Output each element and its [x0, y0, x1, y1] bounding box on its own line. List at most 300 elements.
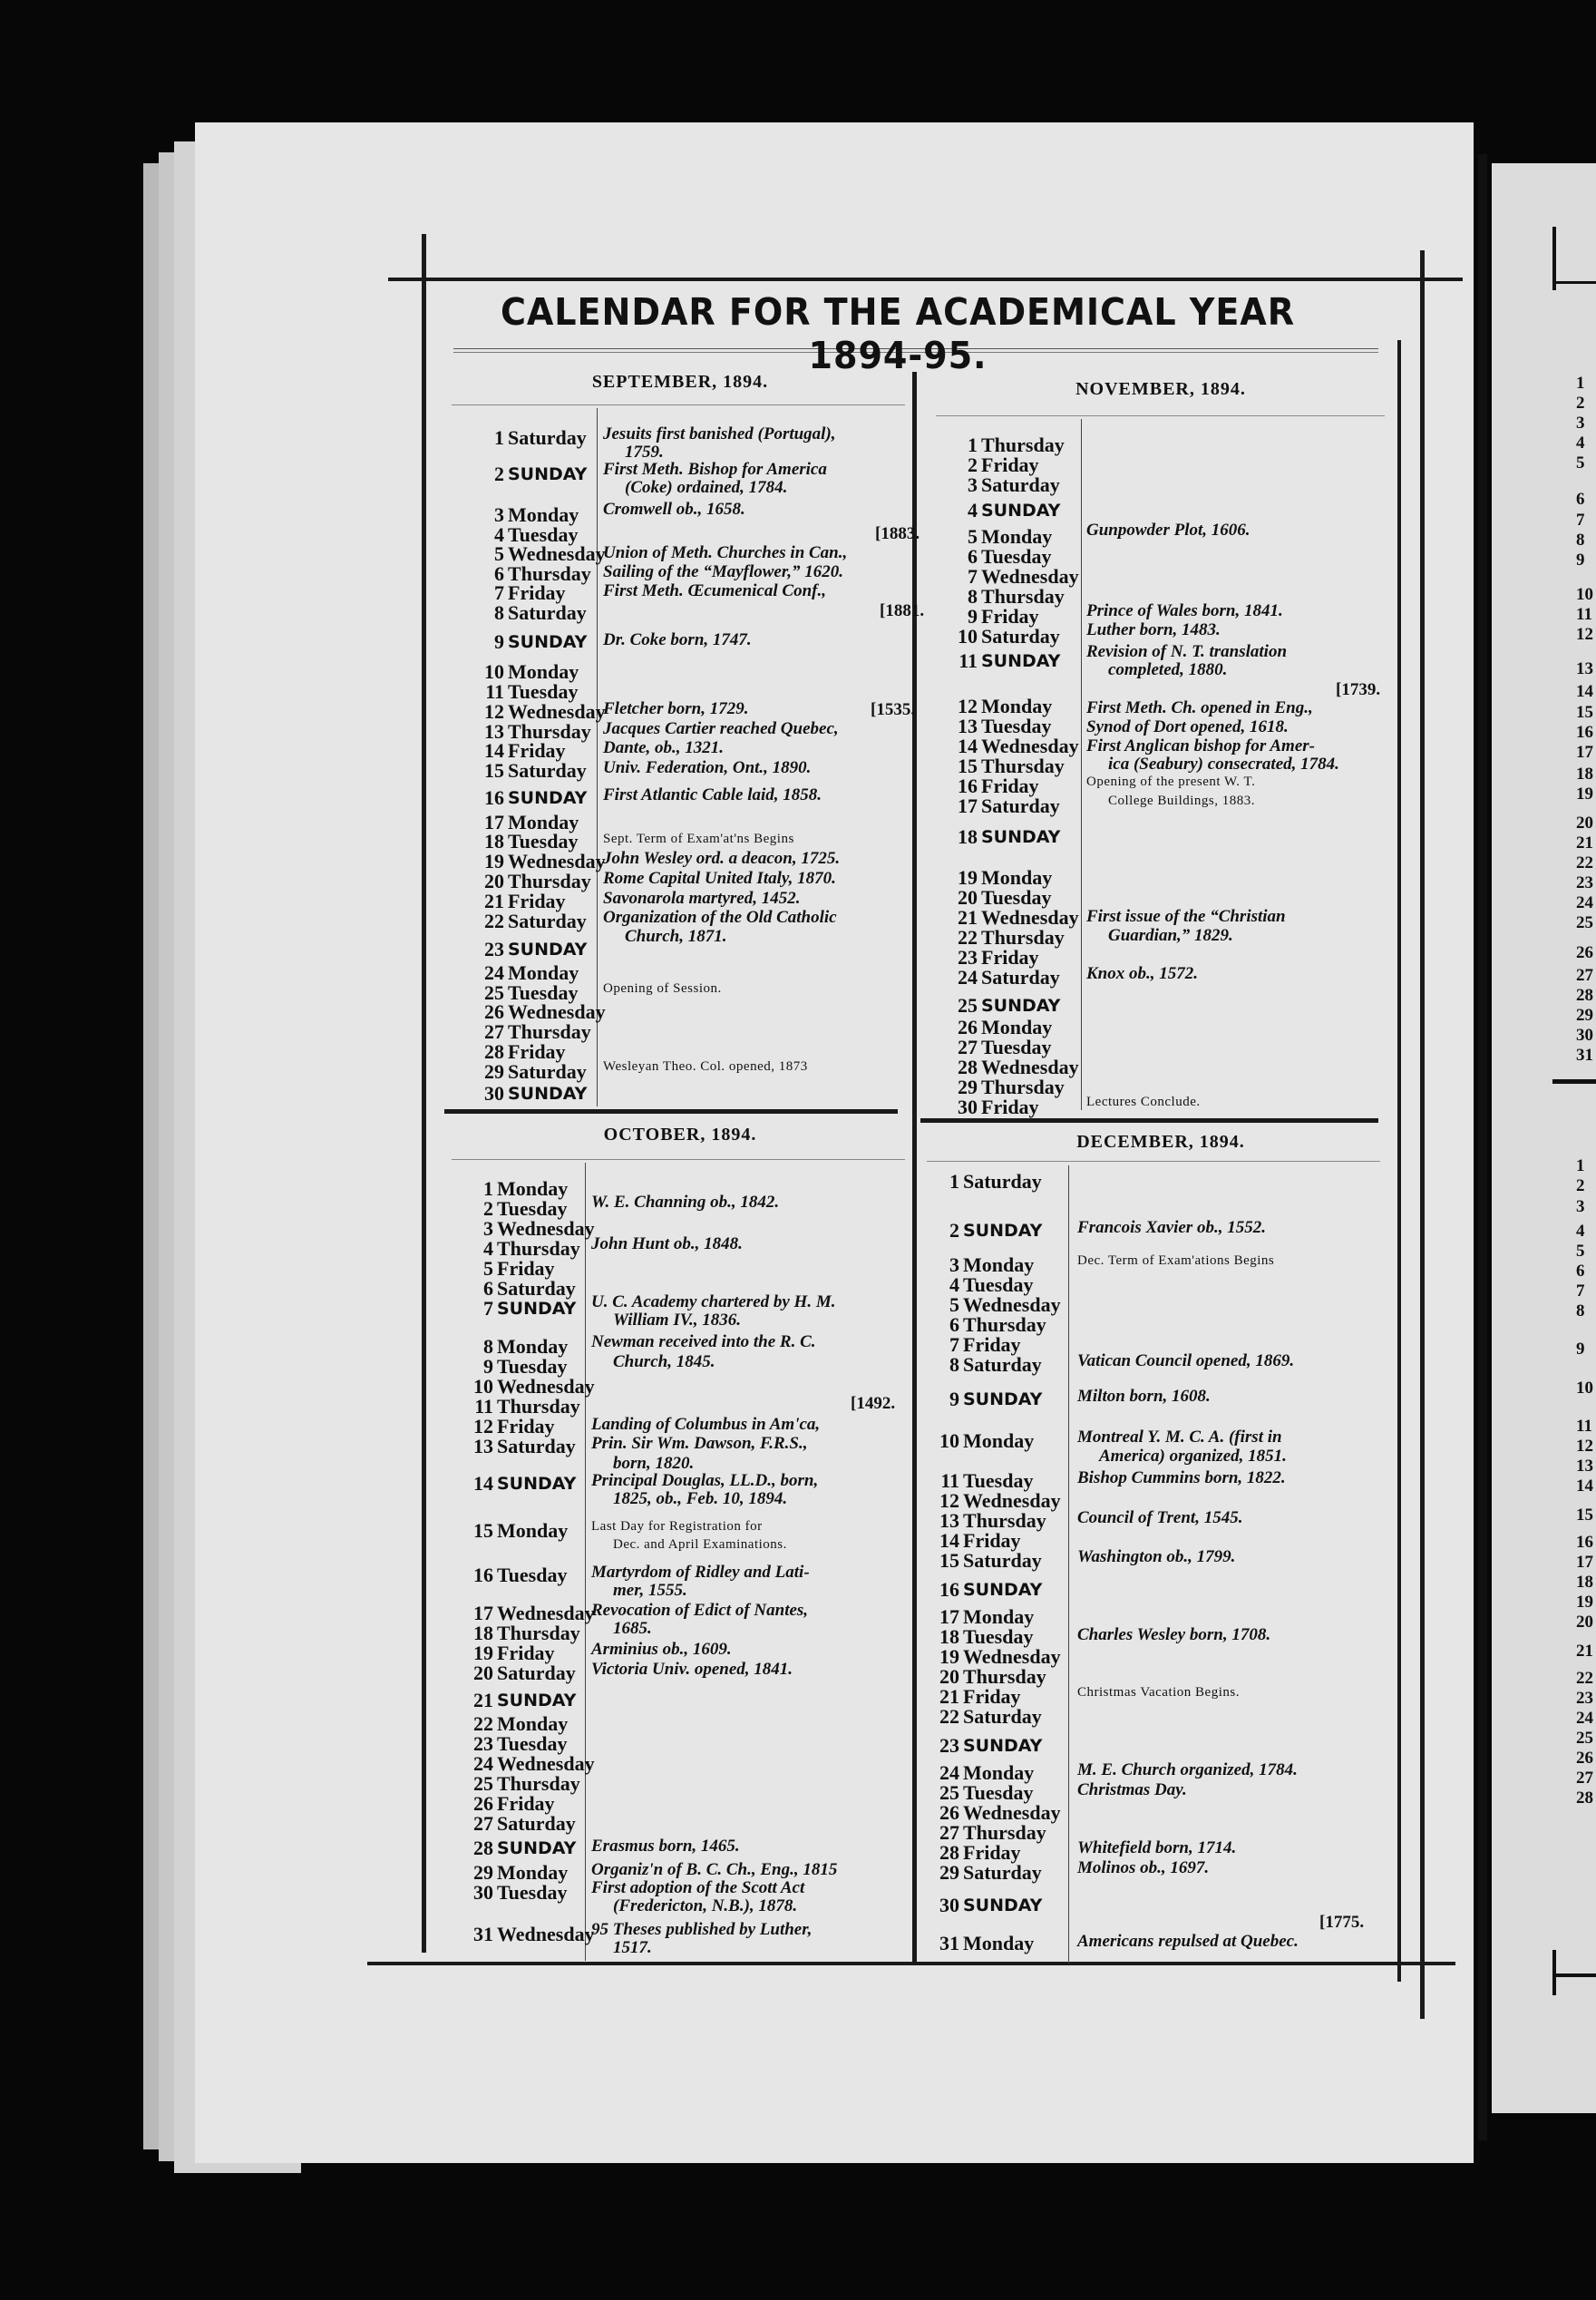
day-name: Thursday	[963, 1313, 1046, 1336]
day-name: Friday	[497, 1792, 555, 1815]
day-name: Saturday	[981, 966, 1060, 989]
day-number: 29	[484, 1060, 504, 1083]
day-name: Wednesday	[981, 1056, 1079, 1078]
event-text: Americans repulsed at Quebec.	[1077, 1932, 1299, 1951]
day-name: Thursday	[497, 1622, 580, 1644]
next-page-day-number: 7	[1576, 511, 1585, 530]
day-name: Tuesday	[981, 1036, 1052, 1058]
day-number: 26	[958, 1016, 978, 1038]
event-text: Univ. Federation, Ont., 1890.	[603, 758, 812, 777]
day-name: Wednesday	[981, 906, 1079, 929]
day-number: 15	[958, 755, 978, 777]
next-page-day-number: 17	[1576, 1553, 1593, 1572]
day-name: Monday	[963, 1761, 1035, 1784]
day-name: Wednesday	[508, 700, 606, 723]
day-number: 29	[939, 1861, 959, 1884]
day-number: 19	[484, 850, 504, 872]
next-page-day-number: 12	[1576, 1437, 1593, 1456]
day-number: 10	[473, 1375, 493, 1398]
event-text: Victoria Univ. opened, 1841.	[591, 1660, 793, 1679]
event-text: Dr. Coke born, 1747.	[603, 630, 752, 649]
day-name: Tuesday	[497, 1355, 568, 1378]
day-number: 29	[473, 1861, 493, 1884]
day-name: Saturday	[981, 794, 1060, 817]
event-text: Jesuits first banished (Portugal),	[603, 424, 836, 443]
day-name: Monday	[963, 1429, 1035, 1452]
day-name: Tuesday	[508, 981, 579, 1004]
day-name: Saturday	[497, 1277, 576, 1300]
day-number: 23	[939, 1734, 959, 1757]
day-name: Friday	[508, 1040, 566, 1063]
day-name: Wednesday	[497, 1217, 595, 1240]
dec-column-rule	[1068, 1165, 1069, 1964]
day-number: 24	[484, 961, 504, 984]
next-page-day-number: 4	[1576, 1222, 1585, 1241]
next-page-day-number: 23	[1576, 1689, 1593, 1708]
event-text: Union of Meth. Churches in Can.,	[603, 543, 848, 562]
day-name: SUNDAY	[497, 1299, 577, 1319]
day-number: 26	[473, 1792, 493, 1815]
event-text: Opening of the present W. T.	[1086, 775, 1256, 789]
next-page-rule	[1552, 281, 1596, 284]
day-number: 7	[483, 1297, 493, 1320]
day-number: 16	[939, 1578, 959, 1601]
day-number: 21	[939, 1685, 959, 1708]
day-number: 11	[959, 649, 978, 672]
day-number: 17	[484, 811, 504, 833]
day-name: Thursday	[508, 562, 591, 585]
right-frame-rule	[1420, 250, 1425, 2019]
event-text: Fletcher born, 1729.	[603, 699, 749, 718]
day-number: 24	[473, 1752, 493, 1775]
day-name: Saturday	[981, 473, 1060, 496]
event-text: America) organized, 1851.	[1099, 1447, 1287, 1466]
month-title-september: SEPTEMBER, 1894.	[591, 372, 769, 392]
day-name: Thursday	[508, 870, 591, 892]
next-page-day-number: 27	[1576, 1769, 1593, 1788]
day-number: 30	[484, 1082, 504, 1105]
day-number: 18	[939, 1625, 959, 1648]
day-name: Friday	[508, 739, 566, 762]
next-page-day-number: 27	[1576, 966, 1593, 985]
day-name: Saturday	[508, 1060, 587, 1083]
day-name: Monday	[508, 961, 579, 984]
event-text: Prince of Wales born, 1841.	[1086, 601, 1283, 620]
left-frame-rule	[422, 234, 426, 1953]
month-underline	[452, 1159, 905, 1160]
event-text: [1535.	[871, 700, 916, 719]
next-page-day-number: 14	[1576, 1476, 1593, 1496]
day-name: Friday	[963, 1529, 1021, 1552]
next-page-rule	[1552, 227, 1556, 290]
top-frame-rule	[388, 278, 1463, 281]
day-number: 7	[968, 565, 978, 588]
next-page-day-number: 10	[1576, 585, 1593, 604]
day-name: Tuesday	[963, 1625, 1034, 1648]
day-name: Thursday	[497, 1772, 580, 1795]
event-text: Newman received into the R. C.	[591, 1332, 816, 1351]
event-text: College Buildings, 1883.	[1108, 794, 1255, 808]
day-name: Wednesday	[508, 542, 606, 565]
day-number: 28	[473, 1837, 493, 1859]
next-page-day-number: 19	[1576, 1593, 1593, 1612]
month-underline	[936, 415, 1385, 416]
day-name: SUNDAY	[508, 464, 588, 484]
day-name: Saturday	[508, 426, 587, 449]
day-name: Friday	[497, 1642, 555, 1664]
day-name: Saturday	[963, 1549, 1042, 1572]
day-number: 18	[958, 825, 978, 848]
next-page-day-number: 25	[1576, 1729, 1593, 1748]
day-number: 21	[484, 890, 504, 912]
day-name: SUNDAY	[981, 651, 1061, 671]
next-page-day-number: 14	[1576, 682, 1593, 701]
day-number: 21	[958, 906, 978, 929]
day-number: 4	[494, 523, 504, 546]
day-number: 28	[939, 1841, 959, 1864]
event-text: Vatican Council opened, 1869.	[1077, 1351, 1295, 1370]
next-page-day-number: 6	[1576, 490, 1585, 509]
day-number: 12	[473, 1415, 493, 1438]
day-number: 1	[494, 426, 504, 449]
day-name: Friday	[981, 453, 1039, 476]
day-number: 22	[939, 1705, 959, 1728]
next-page-day-number: 20	[1576, 1613, 1593, 1632]
event-text: Guardian,” 1829.	[1108, 926, 1233, 945]
day-name: Monday	[963, 1253, 1035, 1276]
day-number: 5	[968, 525, 978, 548]
month-title-october: OCTOBER, 1894.	[603, 1125, 757, 1145]
day-number: 8	[494, 601, 504, 624]
event-text: Christmas Vacation Begins.	[1077, 1685, 1240, 1700]
day-name: Saturday	[963, 1170, 1042, 1193]
event-text: born, 1820.	[613, 1454, 695, 1473]
day-name: SUNDAY	[981, 996, 1061, 1016]
day-number: 4	[968, 499, 978, 521]
day-number: 13	[484, 720, 504, 743]
day-number: 16	[484, 786, 504, 809]
month-title-december: DECEMBER, 1894.	[1076, 1132, 1245, 1152]
day-name: SUNDAY	[497, 1838, 577, 1858]
day-number: 14	[484, 739, 504, 762]
day-number: 17	[939, 1605, 959, 1628]
day-name: Monday	[981, 525, 1053, 548]
day-number: 8	[968, 585, 978, 608]
next-page-day-number: 3	[1576, 1197, 1585, 1216]
event-text: Landing of Columbus in Am'ca,	[591, 1415, 821, 1434]
next-page-day-number: 1	[1576, 1156, 1585, 1175]
day-number: 10	[939, 1429, 959, 1452]
next-page-day-number: 31	[1576, 1046, 1593, 1065]
next-page-day-number: 5	[1576, 453, 1585, 473]
day-number: 13	[958, 715, 978, 737]
day-number: 1	[483, 1177, 493, 1200]
next-page-day-number: 26	[1576, 943, 1593, 962]
next-page-day-number: 2	[1576, 1176, 1585, 1195]
event-text: Erasmus born, 1465.	[591, 1837, 740, 1856]
nov-column-rule	[1081, 419, 1082, 1110]
day-name: Tuesday	[963, 1469, 1034, 1492]
next-page-day-number: 18	[1576, 765, 1593, 784]
next-page-day-number: 1	[1576, 374, 1585, 393]
day-number: 4	[483, 1237, 493, 1260]
day-name: Saturday	[981, 625, 1060, 648]
day-name: SUNDAY	[981, 501, 1061, 521]
day-name: SUNDAY	[963, 1389, 1043, 1409]
event-text: Revision of N. T. translation	[1086, 642, 1288, 661]
day-number: 5	[494, 542, 504, 565]
day-number: 2	[949, 1219, 959, 1242]
day-name: SUNDAY	[963, 1580, 1043, 1600]
day-name: Thursday	[981, 755, 1065, 777]
day-name: Wednesday	[981, 735, 1079, 757]
day-name: Thursday	[981, 585, 1065, 608]
day-number: 30	[958, 1096, 978, 1118]
event-text: Whitefield born, 1714.	[1077, 1838, 1237, 1857]
day-name: Friday	[508, 581, 566, 604]
day-number: 6	[483, 1277, 493, 1300]
event-text: William IV., 1836.	[613, 1311, 741, 1330]
event-text: ica (Seabury) consecrated, 1784.	[1108, 755, 1339, 774]
day-name: SUNDAY	[981, 827, 1061, 847]
event-text: Council of Trent, 1545.	[1077, 1508, 1243, 1527]
day-number: 19	[939, 1645, 959, 1668]
month-underline	[452, 404, 905, 405]
day-number: 1	[949, 1170, 959, 1193]
next-page-day-number: 8	[1576, 531, 1585, 550]
event-text: 1825, ob., Feb. 10, 1894.	[613, 1489, 788, 1508]
event-text: completed, 1880.	[1108, 660, 1228, 679]
day-number: 17	[958, 794, 978, 817]
day-number: 9	[494, 630, 504, 653]
event-text: U. C. Academy chartered by H. M.	[591, 1292, 836, 1311]
day-number: 2	[494, 463, 504, 485]
event-text: Wesleyan Theo. Col. opened, 1873	[603, 1059, 808, 1074]
day-number: 27	[939, 1821, 959, 1844]
next-page-day-number: 19	[1576, 785, 1593, 804]
next-page-day-number: 6	[1576, 1262, 1585, 1281]
day-name: Wednesday	[963, 1645, 1061, 1668]
day-number: 15	[939, 1549, 959, 1572]
day-name: Tuesday	[981, 886, 1052, 909]
next-page-day-number: 3	[1576, 414, 1585, 433]
day-number: 26	[939, 1801, 959, 1824]
day-number: 14	[958, 735, 978, 757]
event-text: Christmas Day.	[1077, 1780, 1187, 1799]
day-name: Thursday	[963, 1509, 1046, 1532]
day-number: 9	[968, 605, 978, 628]
bottom-frame-rule	[367, 1962, 1455, 1965]
day-number: 15	[473, 1519, 493, 1542]
day-number: 25	[958, 994, 978, 1017]
day-number: 11	[485, 680, 504, 703]
day-number: 27	[473, 1812, 493, 1835]
day-name: Saturday	[963, 1705, 1042, 1728]
next-page-day-number: 16	[1576, 723, 1593, 742]
inner-right-rule	[1397, 340, 1401, 1982]
day-name: Tuesday	[497, 1197, 568, 1220]
event-text: First Meth. Œcumenical Conf.,	[603, 581, 826, 600]
day-number: 14	[939, 1529, 959, 1552]
event-text: Knox ob., 1572.	[1086, 964, 1198, 983]
next-page-day-number: 21	[1576, 1642, 1593, 1661]
next-page-day-number: 22	[1576, 853, 1593, 872]
next-page-day-number: 7	[1576, 1282, 1585, 1301]
day-name: SUNDAY	[963, 1221, 1043, 1241]
event-text: Opening of Session.	[603, 981, 722, 996]
day-name: Thursday	[497, 1395, 580, 1418]
day-number: 23	[484, 938, 504, 960]
day-number: 10	[958, 625, 978, 648]
event-text: First Meth. Ch. opened in Eng.,	[1086, 698, 1313, 717]
next-page-day-number: 25	[1576, 913, 1593, 932]
day-number: 2	[968, 453, 978, 476]
next-page-rule	[1552, 1079, 1596, 1084]
day-name: Monday	[963, 1605, 1035, 1628]
day-name: Monday	[981, 866, 1053, 889]
next-page-day-number: 15	[1576, 1506, 1593, 1525]
day-number: 28	[958, 1056, 978, 1078]
day-number: 15	[484, 759, 504, 782]
day-number: 14	[473, 1472, 493, 1495]
event-text: Milton born, 1608.	[1077, 1387, 1211, 1406]
day-name: Monday	[981, 695, 1053, 717]
day-name: Tuesday	[981, 715, 1052, 737]
day-number: 19	[473, 1642, 493, 1664]
day-name: Tuesday	[497, 1564, 568, 1586]
next-page-day-number: 20	[1576, 814, 1593, 833]
day-name: Wednesday	[963, 1489, 1061, 1512]
day-number: 2	[483, 1197, 493, 1220]
day-number: 18	[473, 1622, 493, 1644]
day-number: 13	[473, 1435, 493, 1457]
event-text: mer, 1555.	[613, 1581, 687, 1600]
day-number: 8	[949, 1353, 959, 1376]
day-number: 22	[958, 926, 978, 949]
event-text: Jacques Cartier reached Quebec,	[603, 719, 839, 738]
day-number: 1	[968, 434, 978, 456]
event-text: Principal Douglas, LL.D., born,	[591, 1471, 819, 1490]
day-number: 10	[484, 660, 504, 683]
day-name: Monday	[508, 660, 579, 683]
day-name: Wednesday	[497, 1923, 595, 1945]
event-text: [1881.	[880, 601, 925, 620]
day-number: 23	[473, 1732, 493, 1755]
day-number: 27	[958, 1036, 978, 1058]
next-page-day-number: 18	[1576, 1573, 1593, 1592]
day-number: 7	[494, 581, 504, 604]
event-text: Last Day for Registration for	[591, 1519, 763, 1534]
next-page-day-number: 4	[1576, 434, 1585, 453]
day-name: Tuesday	[981, 545, 1052, 568]
event-text: Molinos ob., 1697.	[1077, 1858, 1210, 1877]
day-name: Monday	[508, 503, 579, 526]
next-page-day-number: 28	[1576, 1788, 1593, 1808]
day-name: Friday	[497, 1415, 555, 1438]
event-text: Montreal Y. M. C. A. (first in	[1077, 1428, 1282, 1447]
day-number: 5	[483, 1257, 493, 1280]
day-name: Tuesday	[508, 523, 579, 546]
day-name: Saturday	[508, 601, 587, 624]
day-name: Saturday	[497, 1812, 576, 1835]
day-name: Saturday	[508, 910, 587, 932]
event-text: [1739.	[1336, 680, 1381, 699]
next-page-day-number: 24	[1576, 1709, 1593, 1728]
day-number: 20	[473, 1662, 493, 1684]
day-name: SUNDAY	[497, 1691, 577, 1710]
next-page-rule	[1552, 1974, 1596, 1977]
day-name: Saturday	[497, 1435, 576, 1457]
day-number: 6	[494, 562, 504, 585]
day-number: 24	[939, 1761, 959, 1784]
event-text: Charles Wesley born, 1708.	[1077, 1625, 1271, 1644]
next-page-day-number: 5	[1576, 1242, 1585, 1261]
day-name: Monday	[497, 1335, 569, 1358]
day-number: 29	[958, 1076, 978, 1098]
day-name: Wednesday	[963, 1801, 1061, 1824]
day-name: Friday	[981, 1096, 1039, 1118]
day-number: 30	[939, 1894, 959, 1916]
event-text: Dec. Term of Exam'ations Begins	[1077, 1253, 1275, 1268]
day-number: 19	[958, 866, 978, 889]
event-text: John Wesley ord. a deacon, 1725.	[603, 849, 841, 868]
next-page-day-number: 24	[1576, 893, 1593, 912]
day-name: Thursday	[981, 434, 1065, 456]
day-name: Wednesday	[508, 1000, 606, 1023]
day-number: 9	[949, 1388, 959, 1410]
month-title-november: NOVEMBER, 1894.	[1075, 379, 1246, 399]
day-number: 8	[483, 1335, 493, 1358]
event-text: (Coke) ordained, 1784.	[625, 478, 788, 497]
next-page-day-number: 23	[1576, 873, 1593, 892]
day-name: Monday	[497, 1712, 569, 1735]
day-number: 12	[484, 700, 504, 723]
day-number: 11	[940, 1469, 959, 1492]
event-text: W. E. Channing ob., 1842.	[591, 1193, 780, 1212]
next-page-day-number: 13	[1576, 659, 1593, 678]
day-number: 18	[484, 830, 504, 853]
day-name: Friday	[963, 1333, 1021, 1356]
day-number: 20	[484, 870, 504, 892]
next-page-day-number: 28	[1576, 986, 1593, 1005]
day-name: SUNDAY	[963, 1736, 1043, 1756]
day-name: Saturday	[963, 1861, 1042, 1884]
day-number: 3	[968, 473, 978, 496]
event-text: Gunpowder Plot, 1606.	[1086, 521, 1251, 540]
day-name: Saturday	[497, 1662, 576, 1684]
day-name: Thursday	[981, 926, 1065, 949]
next-page-day-number: 9	[1576, 1340, 1585, 1359]
day-number: 23	[958, 946, 978, 969]
day-name: Tuesday	[497, 1732, 568, 1755]
day-number: 20	[939, 1665, 959, 1688]
day-number: 28	[484, 1040, 504, 1063]
day-number: 7	[949, 1333, 959, 1356]
sep-oct-divider	[444, 1109, 898, 1114]
day-number: 31	[939, 1932, 959, 1954]
day-number: 26	[484, 1000, 504, 1023]
event-text: Synod of Dort opened, 1618.	[1086, 717, 1289, 736]
day-name: Friday	[963, 1841, 1021, 1864]
next-page-day-number: 2	[1576, 394, 1585, 413]
event-text: Sailing of the “Mayflower,” 1620.	[603, 562, 843, 581]
day-name: Friday	[497, 1257, 555, 1280]
event-text: (Fredericton, N.B.), 1878.	[613, 1896, 798, 1915]
event-text: Dante, ob., 1321.	[603, 738, 724, 757]
next-page-day-number: 29	[1576, 1006, 1593, 1025]
day-name: Saturday	[963, 1353, 1042, 1376]
day-name: Friday	[981, 946, 1039, 969]
